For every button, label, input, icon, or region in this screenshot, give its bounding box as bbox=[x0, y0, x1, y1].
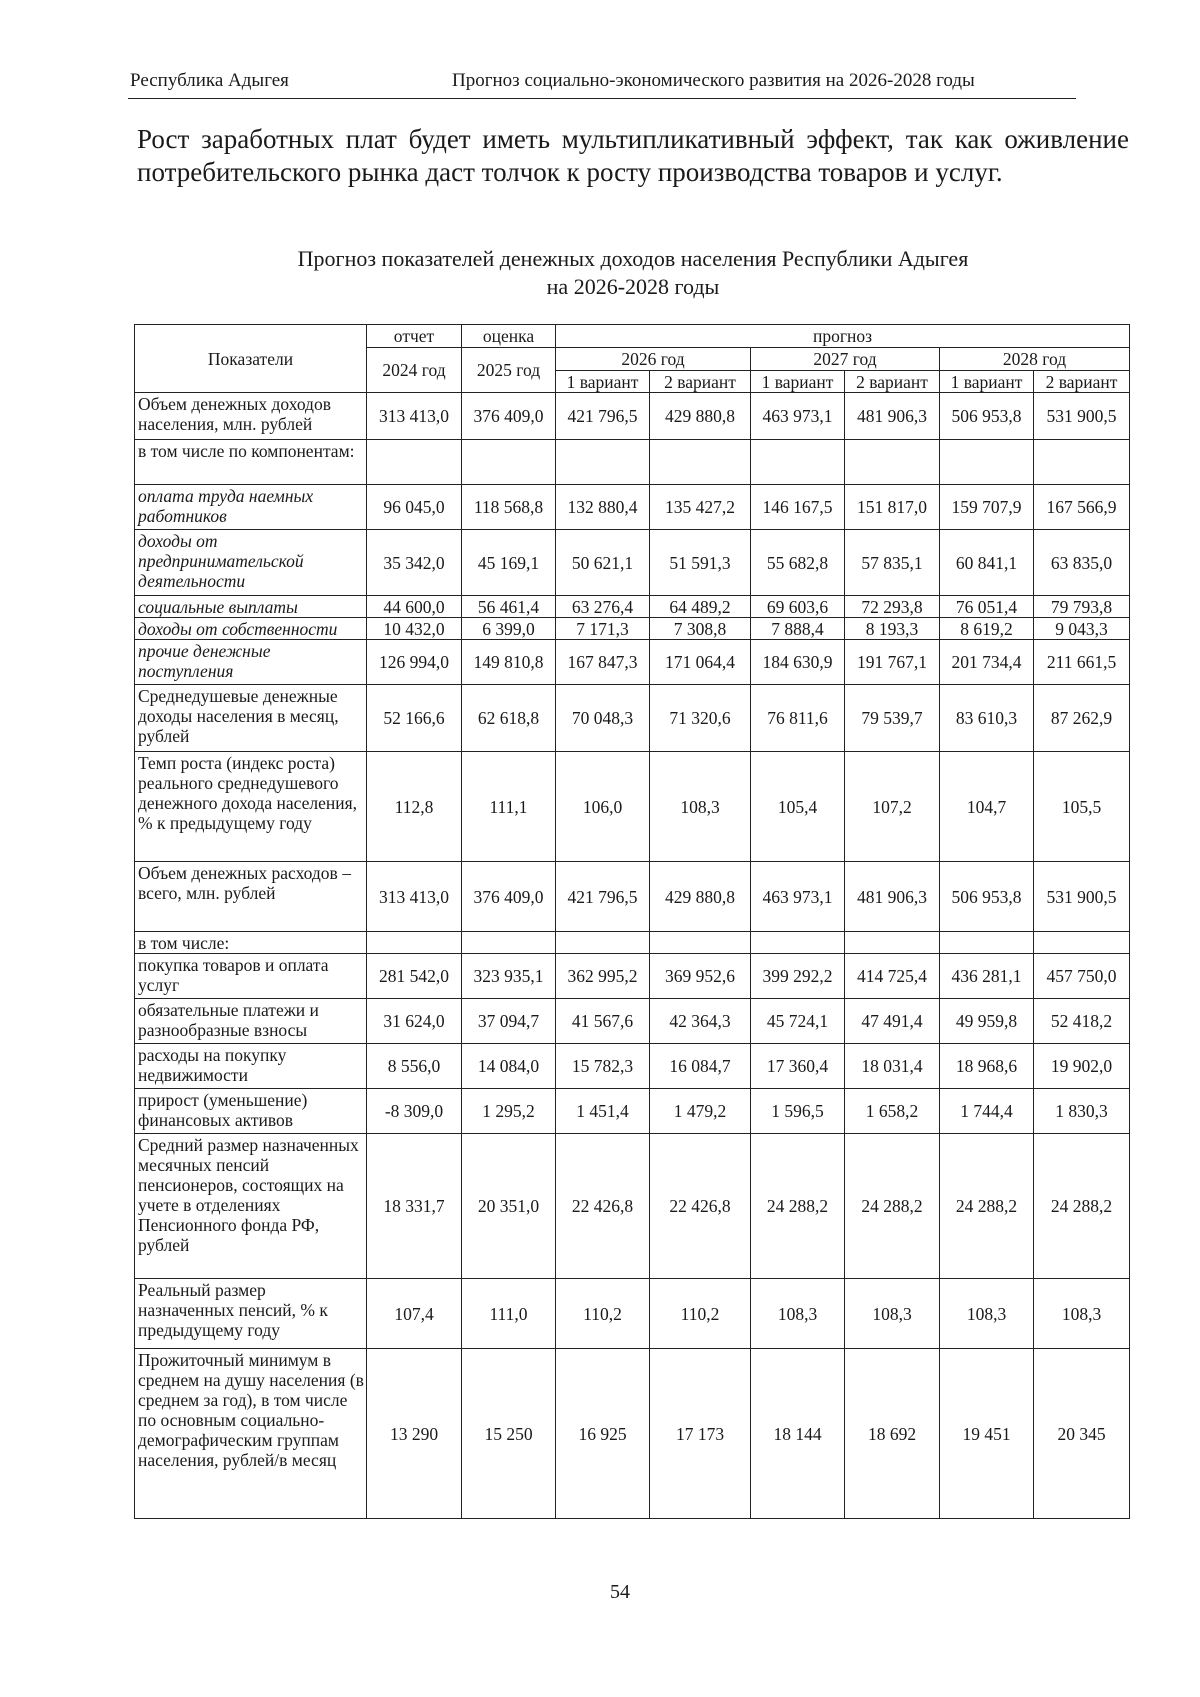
value-cell: 149 810,8 bbox=[462, 640, 556, 685]
table-row bbox=[135, 685, 1130, 752]
value-cell: 20 351,0 bbox=[462, 1134, 556, 1279]
value-cell bbox=[940, 932, 1034, 954]
table-row bbox=[135, 954, 1130, 999]
row-label: прирост (уменьшение) финансовых активов bbox=[135, 1089, 367, 1134]
value-cell: 24 288,2 bbox=[845, 1134, 940, 1279]
value-cell: 201 734,4 bbox=[940, 640, 1034, 685]
value-cell: 13 290 bbox=[367, 1349, 462, 1519]
value-cell: 281 542,0 bbox=[367, 954, 462, 999]
value-cell: 362 995,2 bbox=[556, 954, 650, 999]
value-cell: 24 288,2 bbox=[940, 1134, 1034, 1279]
value-cell: 421 796,5 bbox=[556, 393, 650, 440]
value-cell: 108,3 bbox=[751, 1279, 845, 1349]
value-cell bbox=[556, 440, 650, 485]
header-2026-variant-2: 2 вариант bbox=[650, 371, 751, 393]
value-cell: 10 432,0 bbox=[367, 618, 462, 640]
value-cell: 104,7 bbox=[940, 752, 1034, 862]
value-cell: 18 331,7 bbox=[367, 1134, 462, 1279]
value-cell: 463 973,1 bbox=[751, 862, 845, 932]
table-row bbox=[135, 932, 1130, 954]
value-cell: 436 281,1 bbox=[940, 954, 1034, 999]
value-cell: 132 880,4 bbox=[556, 485, 650, 530]
value-cell: 399 292,2 bbox=[751, 954, 845, 999]
table-row bbox=[135, 618, 1130, 640]
value-cell: 70 048,3 bbox=[556, 685, 650, 752]
row-label: Средний размер назначенных месячных пенсий пенсионеров, состоящих на учете в отделениях Пенсионного фонда РФ, рублей bbox=[135, 1134, 367, 1279]
value-cell bbox=[751, 440, 845, 485]
value-cell: 191 767,1 bbox=[845, 640, 940, 685]
intro-paragraph: Рост заработных плат будет иметь мультипликативный эффект, так как оживление потребительского рынка даст толчок к росту производства товаров и услуг. bbox=[137, 124, 1129, 187]
value-cell bbox=[367, 932, 462, 954]
header-year-2028: 2028 год bbox=[940, 348, 1130, 371]
row-label: Реальный размер назначенных пенсий, % к предыдущему году bbox=[135, 1279, 367, 1349]
value-cell: 56 461,4 bbox=[462, 596, 556, 618]
row-label: доходы от собственности bbox=[135, 618, 367, 640]
value-cell: 457 750,0 bbox=[1034, 954, 1130, 999]
value-cell: 63 276,4 bbox=[556, 596, 650, 618]
table-row bbox=[135, 440, 1130, 485]
row-label: покупка товаров и оплата услуг bbox=[135, 954, 367, 999]
table-row bbox=[135, 393, 1130, 440]
row-label: социальные выплаты bbox=[135, 596, 367, 618]
value-cell: 7 171,3 bbox=[556, 618, 650, 640]
value-cell: 481 906,3 bbox=[845, 393, 940, 440]
value-cell: 110,2 bbox=[556, 1279, 650, 1349]
value-cell: 31 624,0 bbox=[367, 999, 462, 1044]
value-cell: 531 900,5 bbox=[1034, 393, 1130, 440]
table-row bbox=[135, 1134, 1130, 1279]
value-cell: 108,3 bbox=[650, 752, 751, 862]
row-label: в том числе по компонентам: bbox=[135, 440, 367, 485]
value-cell: 14 084,0 bbox=[462, 1044, 556, 1089]
value-cell: 146 167,5 bbox=[751, 485, 845, 530]
value-cell: 8 556,0 bbox=[367, 1044, 462, 1089]
value-cell: 20 345 bbox=[1034, 1349, 1130, 1519]
row-label: Среднедушевые денежные доходы населения в месяц, рублей bbox=[135, 685, 367, 752]
row-label: расходы на покупку недвижимости bbox=[135, 1044, 367, 1089]
value-cell: 108,3 bbox=[940, 1279, 1034, 1349]
header-forecast: прогноз bbox=[556, 325, 1130, 348]
value-cell: 18 968,6 bbox=[940, 1044, 1034, 1089]
value-cell: 19 902,0 bbox=[1034, 1044, 1130, 1089]
row-label: оплата труда наемных работников bbox=[135, 485, 367, 530]
value-cell: 376 409,0 bbox=[462, 862, 556, 932]
value-cell: 167 847,3 bbox=[556, 640, 650, 685]
value-cell: 15 782,3 bbox=[556, 1044, 650, 1089]
value-cell: 52 418,2 bbox=[1034, 999, 1130, 1044]
header-2026-variant-1: 1 вариант bbox=[556, 371, 650, 393]
value-cell: 376 409,0 bbox=[462, 393, 556, 440]
table-row bbox=[135, 530, 1130, 596]
table-row bbox=[135, 1089, 1130, 1134]
row-label: Прожиточный минимум в среднем на душу населения (в среднем за год), в том числе по основным социально-демографическим группам населения, рублей/в месяц bbox=[135, 1349, 367, 1519]
value-cell: 313 413,0 bbox=[367, 862, 462, 932]
value-cell: 19 451 bbox=[940, 1349, 1034, 1519]
table-body bbox=[135, 393, 1130, 1519]
value-cell: 323 935,1 bbox=[462, 954, 556, 999]
header-2027-variant-2: 2 вариант bbox=[845, 371, 940, 393]
value-cell: 369 952,6 bbox=[650, 954, 751, 999]
value-cell: 18 031,4 bbox=[845, 1044, 940, 1089]
income-forecast-table-wrapper bbox=[134, 324, 1130, 1519]
value-cell: 463 973,1 bbox=[751, 393, 845, 440]
value-cell: 45 724,1 bbox=[751, 999, 845, 1044]
value-cell: 22 426,8 bbox=[556, 1134, 650, 1279]
value-cell: 108,3 bbox=[1034, 1279, 1130, 1349]
value-cell: 105,5 bbox=[1034, 752, 1130, 862]
value-cell: 72 293,8 bbox=[845, 596, 940, 618]
value-cell: 151 817,0 bbox=[845, 485, 940, 530]
value-cell bbox=[367, 440, 462, 485]
value-cell bbox=[1034, 440, 1130, 485]
header-2027-variant-1: 1 вариант bbox=[751, 371, 845, 393]
value-cell: 16 084,7 bbox=[650, 1044, 751, 1089]
value-cell bbox=[845, 932, 940, 954]
value-cell: 126 994,0 bbox=[367, 640, 462, 685]
row-label: в том числе: bbox=[135, 932, 367, 954]
value-cell: 106,0 bbox=[556, 752, 650, 862]
value-cell: 49 959,8 bbox=[940, 999, 1034, 1044]
value-cell: 60 841,1 bbox=[940, 530, 1034, 596]
value-cell: 96 045,0 bbox=[367, 485, 462, 530]
row-label: Объем денежных доходов населения, млн. рублей bbox=[135, 393, 367, 440]
page-number: 54 bbox=[610, 1581, 630, 1603]
value-cell: 52 166,6 bbox=[367, 685, 462, 752]
value-cell: 1 295,2 bbox=[462, 1089, 556, 1134]
table-row bbox=[135, 640, 1130, 685]
value-cell: 79 539,7 bbox=[845, 685, 940, 752]
value-cell: 24 288,2 bbox=[1034, 1134, 1130, 1279]
value-cell bbox=[845, 440, 940, 485]
value-cell: 6 399,0 bbox=[462, 618, 556, 640]
value-cell: 1 830,3 bbox=[1034, 1089, 1130, 1134]
table-row bbox=[135, 485, 1130, 530]
table-title-line-2: на 2026-2028 годы bbox=[546, 274, 720, 299]
value-cell: 118 568,8 bbox=[462, 485, 556, 530]
value-cell: 18 144 bbox=[751, 1349, 845, 1519]
value-cell: 83 610,3 bbox=[940, 685, 1034, 752]
value-cell: 167 566,9 bbox=[1034, 485, 1130, 530]
value-cell bbox=[751, 932, 845, 954]
value-cell bbox=[462, 440, 556, 485]
value-cell: 42 364,3 bbox=[650, 999, 751, 1044]
value-cell: 7 308,8 bbox=[650, 618, 751, 640]
value-cell: 1 451,4 bbox=[556, 1089, 650, 1134]
value-cell bbox=[1034, 932, 1130, 954]
header-year-2026: 2026 год bbox=[556, 348, 751, 371]
value-cell: 1 658,2 bbox=[845, 1089, 940, 1134]
value-cell: 71 320,6 bbox=[650, 685, 751, 752]
value-cell: 112,8 bbox=[367, 752, 462, 862]
header-year-2025: 2025 год bbox=[462, 348, 556, 393]
value-cell: 429 880,8 bbox=[650, 393, 751, 440]
value-cell: 1 596,5 bbox=[751, 1089, 845, 1134]
value-cell: 62 618,8 bbox=[462, 685, 556, 752]
table-row bbox=[135, 999, 1130, 1044]
table-title bbox=[128, 245, 1138, 301]
value-cell: 531 900,5 bbox=[1034, 862, 1130, 932]
value-cell: 69 603,6 bbox=[751, 596, 845, 618]
value-cell: 76 051,4 bbox=[940, 596, 1034, 618]
value-cell: 24 288,2 bbox=[751, 1134, 845, 1279]
header-2028-variant-2: 2 вариант bbox=[1034, 371, 1130, 393]
header-report: отчет bbox=[367, 325, 462, 348]
value-cell: 211 661,5 bbox=[1034, 640, 1130, 685]
value-cell: 105,4 bbox=[751, 752, 845, 862]
value-cell: 159 707,9 bbox=[940, 485, 1034, 530]
row-label: обязательные платежи и разнообразные взносы bbox=[135, 999, 367, 1044]
value-cell: 51 591,3 bbox=[650, 530, 751, 596]
value-cell: 429 880,8 bbox=[650, 862, 751, 932]
row-label: Темп роста (индекс роста) реального среднедушевого денежного дохода населения, % к предыдущему году bbox=[135, 752, 367, 862]
table-row bbox=[135, 1279, 1130, 1349]
value-cell: 1 744,4 bbox=[940, 1089, 1034, 1134]
value-cell: 313 413,0 bbox=[367, 393, 462, 440]
value-cell: 8 619,2 bbox=[940, 618, 1034, 640]
value-cell: 135 427,2 bbox=[650, 485, 751, 530]
header-year-2027: 2027 год bbox=[751, 348, 940, 371]
value-cell: 79 793,8 bbox=[1034, 596, 1130, 618]
table-row bbox=[135, 1044, 1130, 1089]
value-cell: 17 173 bbox=[650, 1349, 751, 1519]
value-cell: 44 600,0 bbox=[367, 596, 462, 618]
value-cell: 16 925 bbox=[556, 1349, 650, 1519]
value-cell: 107,2 bbox=[845, 752, 940, 862]
value-cell: -8 309,0 bbox=[367, 1089, 462, 1134]
value-cell: 17 360,4 bbox=[751, 1044, 845, 1089]
value-cell: 110,2 bbox=[650, 1279, 751, 1349]
value-cell: 108,3 bbox=[845, 1279, 940, 1349]
row-label: доходы от предпринимательской деятельности bbox=[135, 530, 367, 596]
table-row bbox=[135, 1349, 1130, 1519]
value-cell: 9 043,3 bbox=[1034, 618, 1130, 640]
value-cell: 8 193,3 bbox=[845, 618, 940, 640]
table-header bbox=[135, 325, 1130, 393]
row-label: Объем денежных расходов – всего, млн. рублей bbox=[135, 862, 367, 932]
value-cell: 421 796,5 bbox=[556, 862, 650, 932]
value-cell: 63 835,0 bbox=[1034, 530, 1130, 596]
value-cell: 76 811,6 bbox=[751, 685, 845, 752]
table-row bbox=[135, 862, 1130, 932]
value-cell: 50 621,1 bbox=[556, 530, 650, 596]
value-cell: 18 692 bbox=[845, 1349, 940, 1519]
value-cell bbox=[556, 932, 650, 954]
value-cell: 107,4 bbox=[367, 1279, 462, 1349]
income-forecast-table bbox=[134, 324, 1130, 1519]
header-region: Республика Адыгея bbox=[130, 70, 289, 91]
value-cell bbox=[940, 440, 1034, 485]
table-row bbox=[135, 596, 1130, 618]
header-year-2024: 2024 год bbox=[367, 348, 462, 393]
value-cell: 7 888,4 bbox=[751, 618, 845, 640]
table-title-line-1: Прогноз показателей денежных доходов населения Республики Адыгея bbox=[297, 246, 969, 271]
header-2028-variant-1: 1 вариант bbox=[940, 371, 1034, 393]
value-cell bbox=[650, 440, 751, 485]
value-cell: 35 342,0 bbox=[367, 530, 462, 596]
value-cell: 87 262,9 bbox=[1034, 685, 1130, 752]
value-cell: 506 953,8 bbox=[940, 862, 1034, 932]
header-document-title: Прогноз социально-экономического развития на 2026-2028 годы bbox=[452, 70, 975, 91]
value-cell: 57 835,1 bbox=[845, 530, 940, 596]
value-cell: 1 479,2 bbox=[650, 1089, 751, 1134]
value-cell: 184 630,9 bbox=[751, 640, 845, 685]
value-cell bbox=[462, 932, 556, 954]
table-row bbox=[135, 752, 1130, 862]
value-cell: 47 491,4 bbox=[845, 999, 940, 1044]
value-cell: 171 064,4 bbox=[650, 640, 751, 685]
row-label: прочие денежные поступления bbox=[135, 640, 367, 685]
value-cell: 111,1 bbox=[462, 752, 556, 862]
value-cell: 15 250 bbox=[462, 1349, 556, 1519]
value-cell: 64 489,2 bbox=[650, 596, 751, 618]
value-cell: 481 906,3 bbox=[845, 862, 940, 932]
running-header bbox=[128, 68, 1076, 99]
header-estimate: оценка bbox=[462, 325, 556, 348]
value-cell bbox=[650, 932, 751, 954]
value-cell: 41 567,6 bbox=[556, 999, 650, 1044]
value-cell: 45 169,1 bbox=[462, 530, 556, 596]
value-cell: 55 682,8 bbox=[751, 530, 845, 596]
value-cell: 22 426,8 bbox=[650, 1134, 751, 1279]
value-cell: 111,0 bbox=[462, 1279, 556, 1349]
value-cell: 506 953,8 bbox=[940, 393, 1034, 440]
value-cell: 414 725,4 bbox=[845, 954, 940, 999]
header-indicators: Показатели bbox=[135, 325, 367, 393]
value-cell: 37 094,7 bbox=[462, 999, 556, 1044]
